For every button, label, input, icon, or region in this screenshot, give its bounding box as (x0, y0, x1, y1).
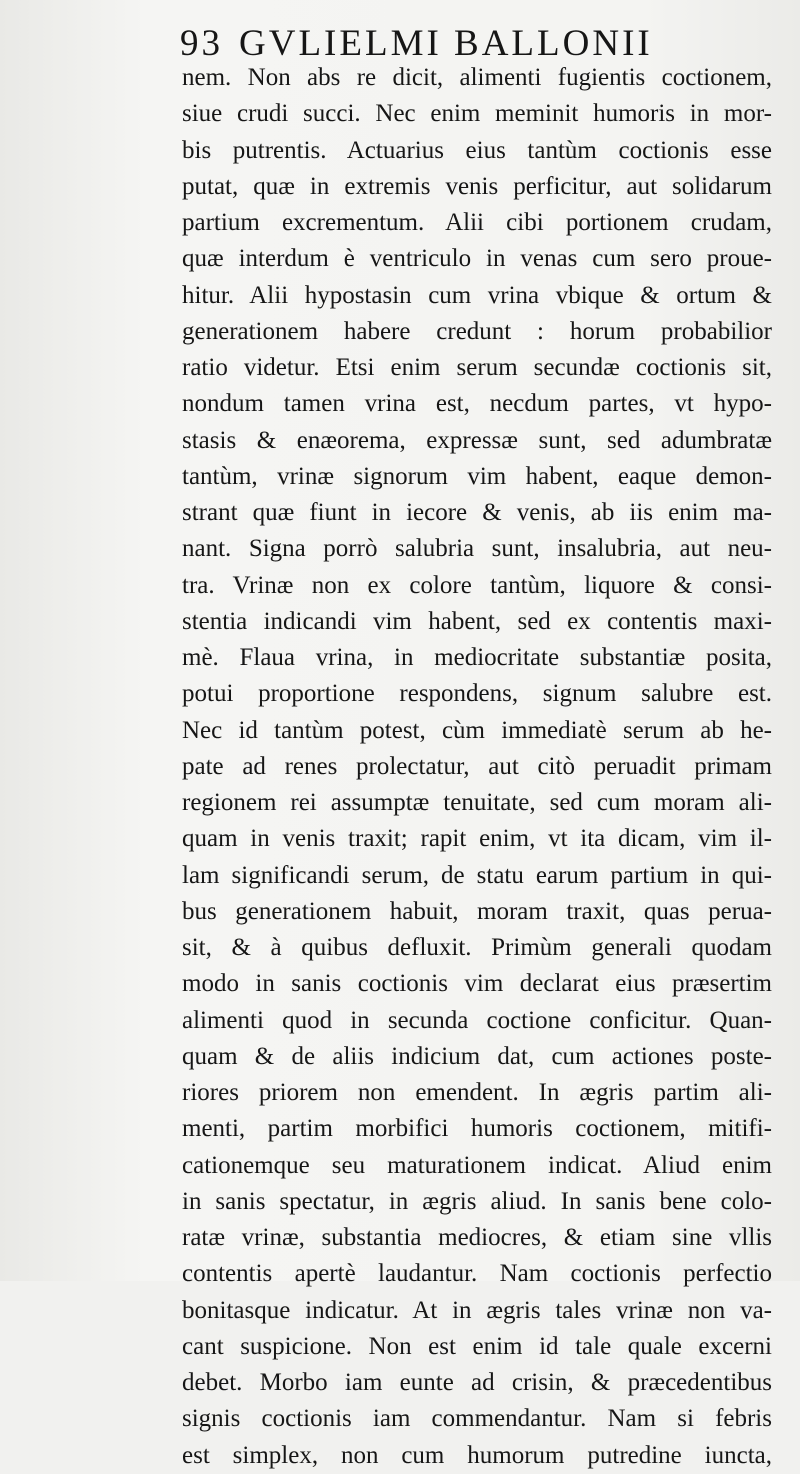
text-line: generationem habere credunt : horum probabilior (182, 317, 772, 345)
text-line: cationemque seu maturationem indicat. Aliud enim (182, 1151, 772, 1179)
text-line: contentis apertè laudantur. Nam coctionis perfectio (182, 1260, 772, 1288)
text-line: sit, & à quibus defluxit. Primùm generali quodam (182, 934, 772, 961)
text-line: quam & de aliis indicium dat, cum actiones poste- (182, 1042, 772, 1070)
running-title: GVLIELMI BALLONII (239, 23, 653, 64)
text-line: bus generationem habuit, moram traxit, quas perua- (182, 897, 772, 925)
text-line: quæ interdum è ventriculo in venas cum sero proue- (182, 245, 772, 273)
text-line: nant. Signa porrò salubria sunt, insalubria, aut neu- (182, 535, 772, 563)
page-number: 93 (180, 23, 223, 64)
text-line: bonitasque indicatur. At in ægris tales vrinæ non va- (182, 1296, 772, 1324)
text-line: partium excrementum. Alii cibi portionem crudam, (182, 209, 772, 236)
text-line: stentia indicandi vim habent, sed ex contentis maxi- (182, 607, 772, 635)
text-line: ratio videtur. Etsi enim serum secundæ coctionis sit, (182, 354, 772, 381)
text-line: potui proportione respondens, signum salubre est. (182, 680, 772, 708)
text-line: quam in venis traxit; rapit enim, vt ita dicam, vim il- (182, 825, 772, 853)
text-line: est simplex, non cum humorum putredine iuncta, (182, 1441, 772, 1469)
text-line: lam significandi serum, de statu earum partium in qui- (182, 861, 772, 889)
text-line: tantùm, vrinæ signorum vim habent, eaque demon- (182, 462, 772, 490)
text-line: tra. Vrinæ non ex colore tantùm, liquore & consi- (182, 571, 772, 599)
text-line: nondum tamen vrina est, necdum partes, vt hypo- (182, 390, 772, 418)
text-line: siue crudi succi. Nec enim meminit humoris in mor- (182, 100, 772, 128)
body-text (182, 60, 772, 1474)
text-line: ratæ vrinæ, substantia mediocres, & etiam sine vllis (182, 1224, 772, 1251)
text-line: alimenti quod in secunda coctione conficitur. Quan- (182, 1006, 772, 1034)
text-line: menti, partim morbifici humoris coctionem, mitifi- (182, 1115, 772, 1143)
text-line: in sanis spectatur, in ægris aliud. In sanis bene colo- (182, 1187, 772, 1215)
text-line: putat, quæ in extremis venis perficitur, aut solidarum (182, 172, 772, 200)
text-line: modo in sanis coctionis vim declarat eius præsertim (182, 970, 772, 998)
text-line: stasis & enæorema, expressæ sunt, sed adumbratæ (182, 426, 772, 454)
text-line: mè. Flaua vrina, in mediocritate substantiæ posita, (182, 644, 772, 671)
text-line: pate ad renes prolectatur, aut citò peruadit primam (182, 752, 772, 780)
text-line: debet. Morbo iam eunte ad crisin, & præcedentibus (182, 1369, 772, 1396)
text-line: regionem rei assumptæ tenuitate, sed cum moram ali- (182, 789, 772, 816)
text-line: nem. Non abs re dicit, alimenti fugientis coctionem, (182, 64, 772, 91)
text-line: Nec id tantùm potest, cùm immediatè serum ab he- (182, 716, 772, 744)
text-line: signis coctionis iam commendantur. Nam si febris (182, 1405, 772, 1433)
text-line: bis putrentis. Actuarius eius tantùm coctionis esse (182, 136, 772, 164)
text-line: cant suspicione. Non est enim id tale quale excerni (182, 1332, 772, 1360)
text-line: riores priorem non emendent. In ægris partim ali- (182, 1079, 772, 1106)
text-line: hitur. Alii hypostasin cum vrina vbique & ortum & (182, 281, 772, 309)
text-line: strant quæ fiunt in iecore & venis, ab iis enim ma- (182, 499, 772, 526)
